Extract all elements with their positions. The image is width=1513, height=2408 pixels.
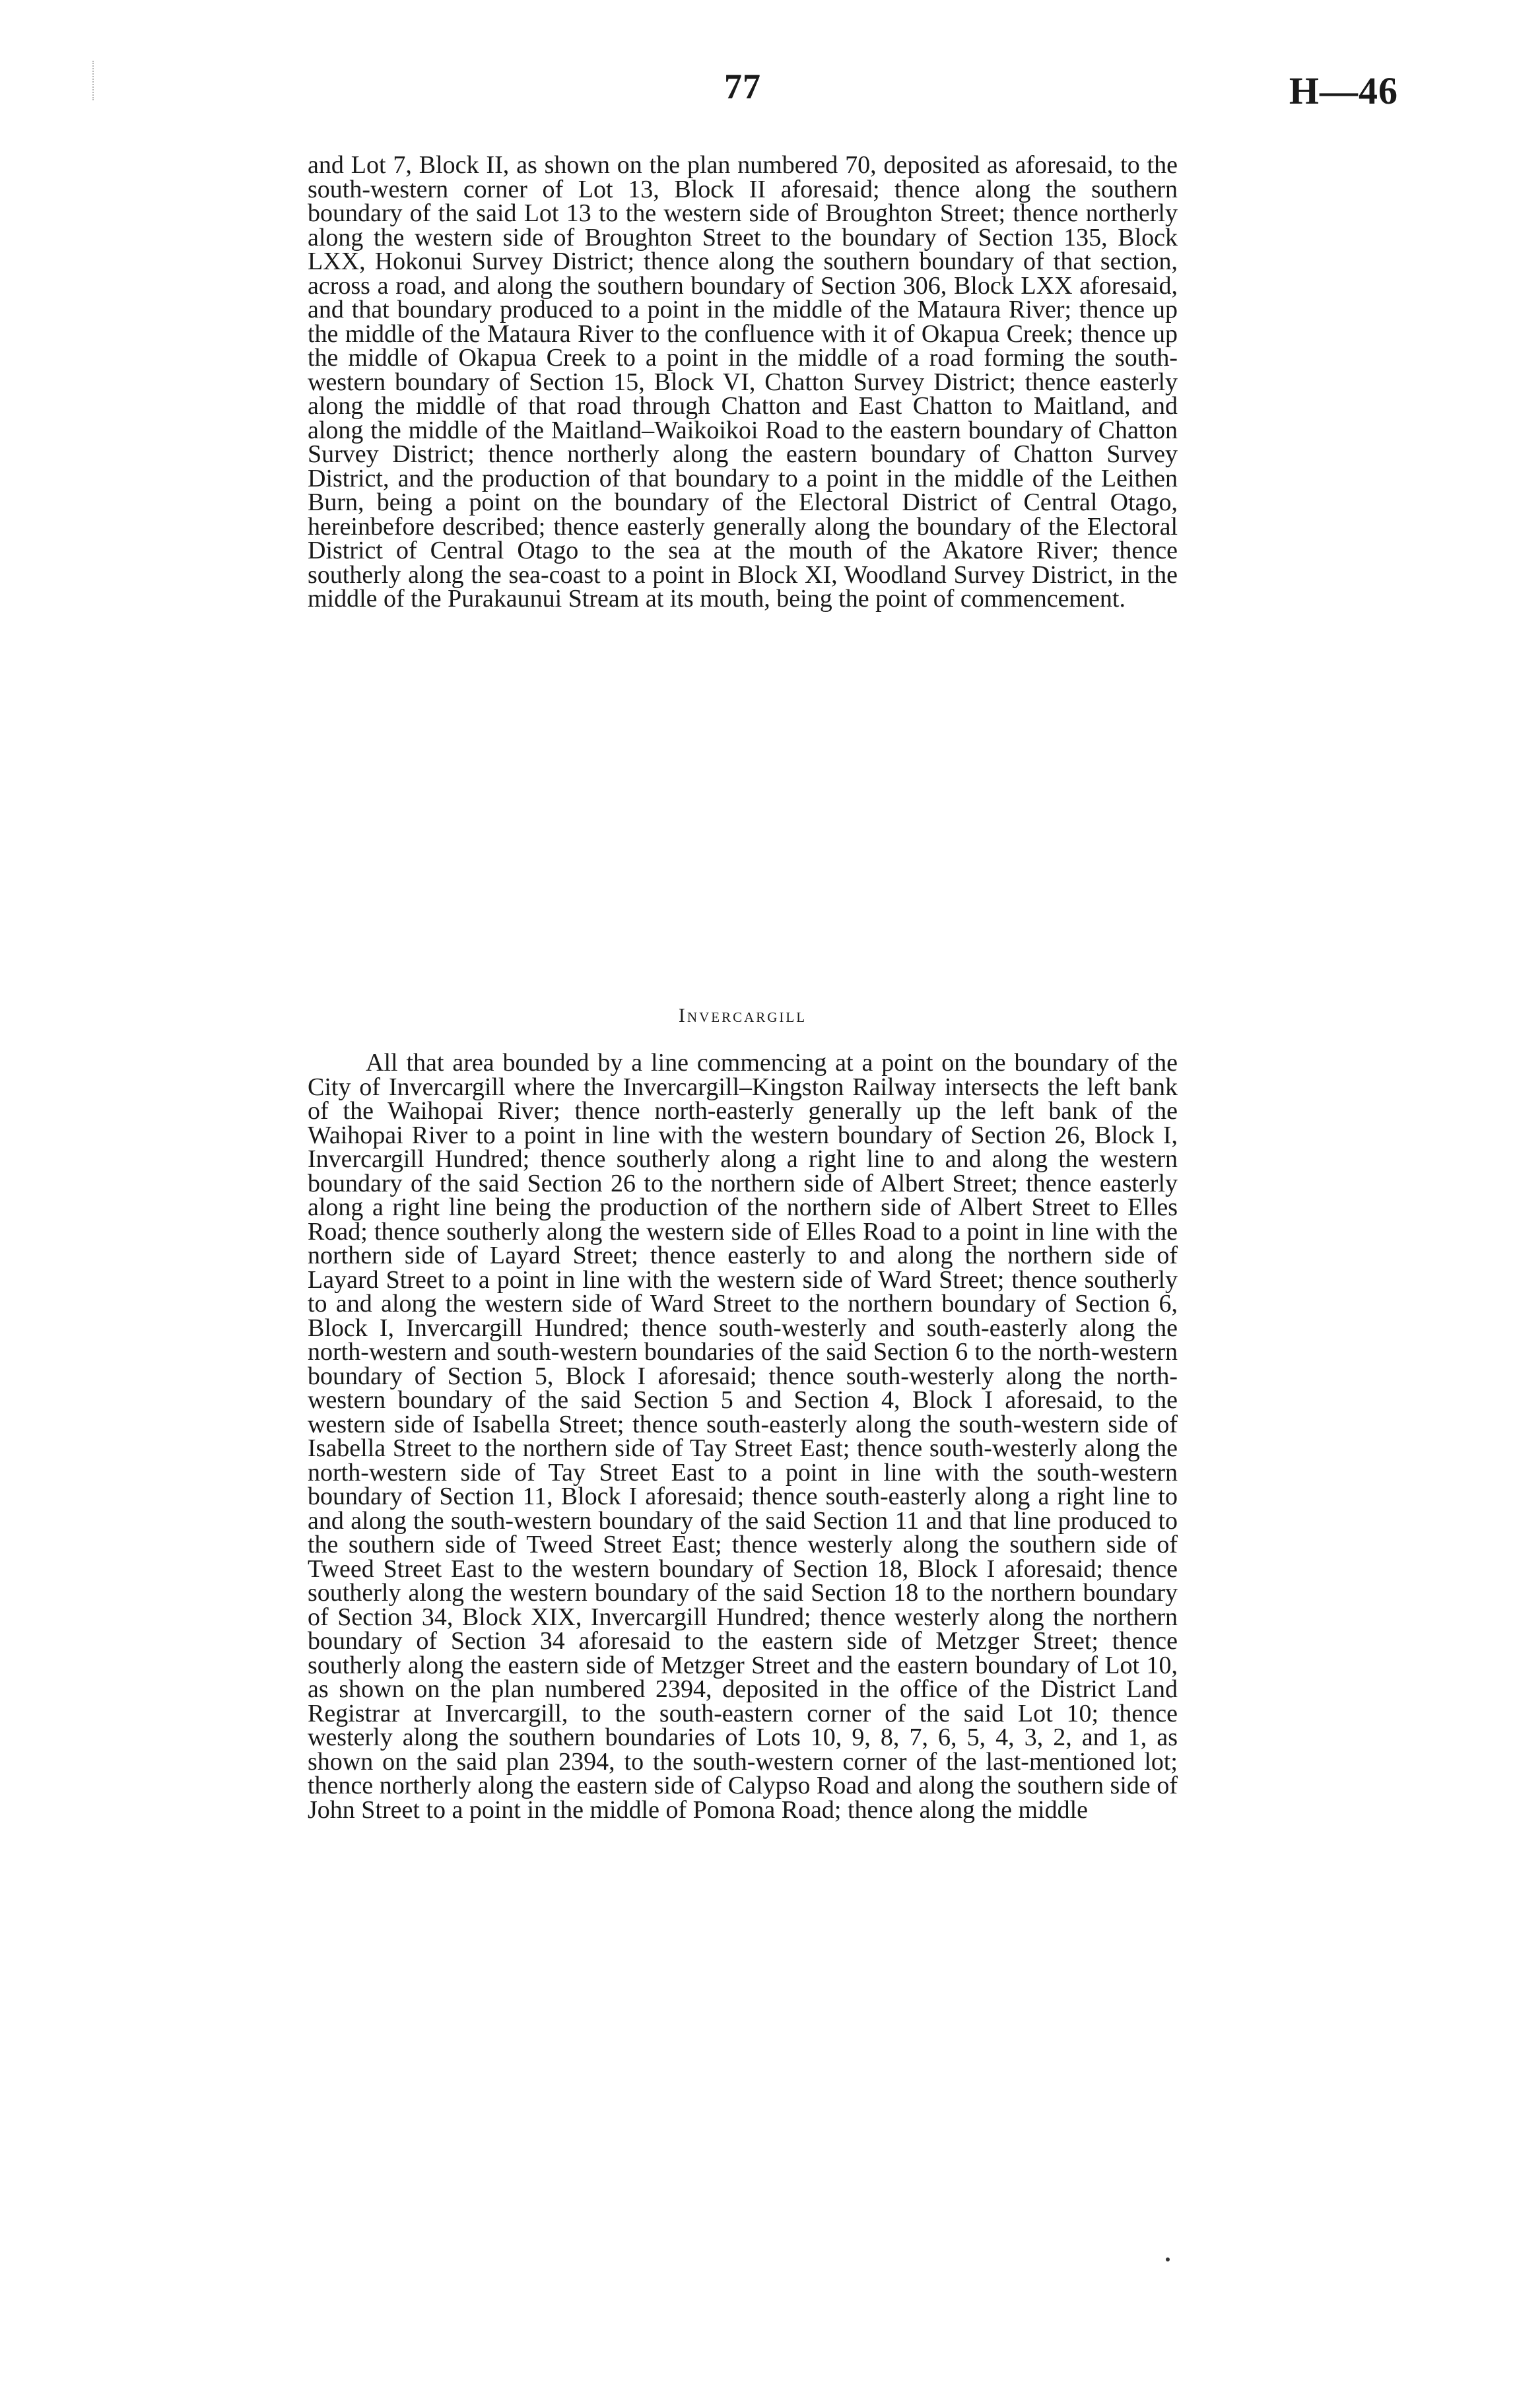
margin-mark bbox=[92, 61, 99, 100]
page-number: 77 bbox=[724, 67, 761, 106]
section-invercargill bbox=[308, 1051, 1178, 1822]
invercargill-paragraph: All that area bounded by a line commencing at a point on the boundary of the City of Invercargill where the Invercargill–Kingston Railway intersects the left bank of the Waihopai River; thence north-easterly generally up the left bank of the Waihopai River to a point in line with the western boundary of Section 26, Block I, Invercargill Hundred; thence southerly along a right line to and along the western boundary of the said Section 26 to the northern side of Albert Street; thence easterly along a right line being the production of the northern side of Albert Street to Elles Road; thence southerly along the western side of Elles Road to a point in line with the northern side of Layard Street; thence easterly to and along the northern side of Layard Street to a point in line with the western side of Ward Street; thence southerly to and along the western side of Ward Street to the northern boundary of Section 6, Block I, Invercargill Hundred; thence south-westerly and south-easterly along the north-western and south-western boundaries of the said Section 6 to the north-western boundary of Section 5, Block I aforesaid; thence south-westerly along the north-western boundary of the said Section 5 and Section 4, Block I aforesaid, to the western side of Isabella Street; thence south-easterly along the south-western side of Isabella Street to the northern side of Tay Street East; thence south-westerly along the north-western side of Tay Street East to a point in line with the south-western boundary of Section 11, Block I aforesaid; thence south-easterly along a right line to and along the south-western boundary of the said Section 11 and that line produced to the southern side of Tweed Street East; thence westerly along the southern side of Tweed Street East to the western boundary of Section 18, Block I aforesaid; thence southerly along the western boundary of the said Section 18 to the northern boundary of Section 34, Block XIX, Invercargill Hundred; thence westerly along the northern boundary of Section 34 aforesaid to the eastern side of Metzger Street; thence southerly along the eastern side of Metzger Street and the eastern boundary of Lot 10, as shown on the plan numbered 2394, deposited in the office of the District Land Registrar at Invercargill, to the south-eastern corner of the said Lot 10; thence westerly along the southern boundaries of Lots 10, 9, 8, 7, 6, 5, 4, 3, 2, and 1, as shown on the said plan 2394, to the south-western corner of the last-mentioned lot; thence northerly along the eastern side of Calypso Road and along the southern side of John Street to a point in the middle of Pomona Road; thence along the middle bbox=[308, 1049, 1178, 1824]
print-speck bbox=[1166, 2258, 1170, 2261]
section-heading-invercargill: Invercargill bbox=[678, 1005, 807, 1026]
section-continuation bbox=[308, 153, 1178, 611]
document-reference: H—46 bbox=[1289, 69, 1398, 112]
continuation-paragraph: and Lot 7, Block II, as shown on the plan numbered 70, deposited as aforesaid, to the south-western corner of Lot 13, Block II aforesaid; thence along the southern boundary of the said Lot 13 to the western side of Broughton Street; thence northerly along the western side of Broughton Street to the boundary of Section 135, Block LXX, Hokonui Survey District; thence along the southern boundary of that section, across a road, and along the southern boundary of Section 306, Block LXX aforesaid, and that boundary produced to a point in the middle of the Mataura River; thence up the middle of the Mataura River to the confluence with it of Okapua Creek; thence up the middle of Okapua Creek to a point in the middle of a road forming the south-western boundary of Section 15, Block VI, Chatton Survey District; thence easterly along the middle of that road through Chatton and East Chatton to Maitland, and along the middle of the Maitland–Waikoikoi Road to the eastern boundary of Chatton Survey District; thence northerly along the eastern boundary of Chatton Survey District, and the production of that boundary to a point in the middle of the Leithen Burn, being a point on the boundary of the Electoral District of Central Otago, hereinbefore described; thence easterly generally along the boundary of the Electoral District of Central Otago to the sea at the mouth of the Akatore River; thence southerly along the sea-coast to a point in Block XI, Woodland Survey District, in the middle of the Purakaunui Stream at its mouth, being the point of commencement. bbox=[308, 151, 1178, 613]
